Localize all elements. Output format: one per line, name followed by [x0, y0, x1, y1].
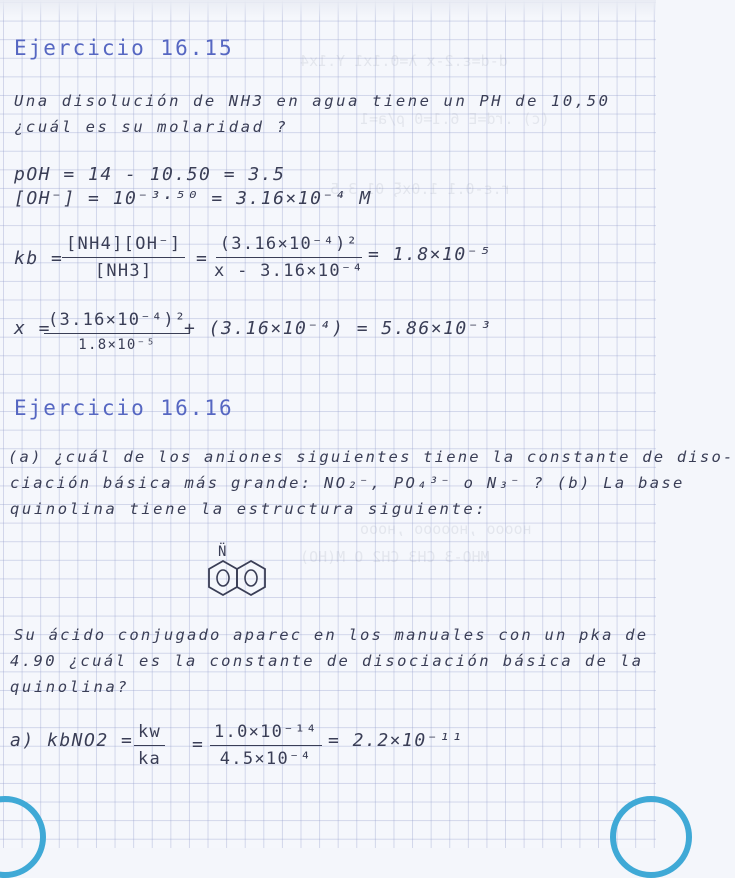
binder-corner-decoration	[610, 796, 692, 878]
equals-sign: =	[192, 734, 205, 755]
kb-result: = 1.8×10⁻⁵	[368, 244, 492, 265]
kb-fraction	[62, 234, 185, 281]
bleed-through-text: ноооо ,нооооо ,нооо	[360, 520, 532, 538]
bleed-through-text: (c) .rd=E 6.1=0 ρ/a=1	[360, 110, 550, 128]
kb-substituted-numerator: (3.16×10⁻⁴)²	[216, 234, 362, 258]
x-fraction	[44, 310, 190, 353]
question-text-line: quinolina?	[10, 678, 130, 696]
question-text-line: Una disolución de NH3 en agua tiene un PH de 10,50	[14, 92, 611, 110]
oh-concentration: [OH⁻] = 10⁻³·⁵⁰ = 3.16×10⁻⁴ M	[14, 188, 372, 209]
question-text-line: 4.90 ¿cuál es la constante de disociación básica de la	[10, 652, 644, 670]
x-label: x =	[14, 318, 52, 339]
bleed-through-text: r.ε-0.1 1.0xξ 01 3.5	[330, 180, 511, 198]
answer-result: = 2.2×10⁻¹¹	[328, 730, 464, 751]
question-text-line: quinolina tiene la estructura siguiente:	[10, 500, 488, 518]
x-result: + (3.16×10⁻⁴) = 5.86×10⁻³	[184, 318, 493, 339]
quinoline-nitrogen-label: N̈	[218, 544, 228, 560]
equals-sign: =	[196, 248, 209, 269]
answer-numerator: 1.0×10⁻¹⁴	[210, 722, 322, 746]
kb-label: kb =	[14, 248, 64, 269]
question-text-line: ciación básica más grande: NO₂⁻, PO₄³⁻ o N₃⁻ ? (b) La base	[10, 474, 685, 492]
answer-a-label: a) kbNO2 =	[10, 730, 134, 751]
question-text-line: Su ácido conjugado aparec en los manuales con un pka de	[14, 626, 649, 644]
quinoline-structure-icon	[206, 558, 268, 604]
question-text-line: (a) ¿cuál de los aniones siguientes tiene la constante de diso-	[8, 448, 735, 466]
kb-substituted-fraction	[210, 234, 368, 281]
ka-denominator: ka	[138, 749, 162, 769]
exercise-heading-1615: Ejercicio 16.15	[14, 36, 234, 60]
exercise-heading-1616: Ejercicio 16.16	[14, 396, 234, 420]
answer-denominator: 4.5×10⁻⁴	[219, 749, 313, 769]
bleed-through-text: d-d=ε.2-x λ=0.1x1 Y.1x4	[300, 52, 508, 70]
bleed-through-text: МНО-3 СН3 СН2 О М(НО)	[300, 548, 490, 566]
x-numerator: (3.16×10⁻⁴)²	[44, 310, 190, 334]
kb-substituted-denominator: x - 3.16×10⁻⁴	[214, 261, 364, 281]
binder-corner-decoration	[0, 796, 46, 878]
kw-numerator: kw	[134, 722, 165, 746]
poh-calculation: pOH = 14 - 10.50 = 3.5	[14, 164, 286, 185]
kb-numerator: [NH4][OH⁻]	[62, 234, 185, 258]
question-text-line: ¿cuál es su molaridad ?	[14, 118, 289, 136]
kw-over-ka-fraction	[134, 722, 165, 769]
answer-substituted-fraction	[210, 722, 322, 769]
page-top-edge	[0, 0, 656, 18]
x-denominator: 1.8×10⁻⁵	[78, 337, 157, 353]
kb-denominator: [NH3]	[94, 261, 153, 281]
